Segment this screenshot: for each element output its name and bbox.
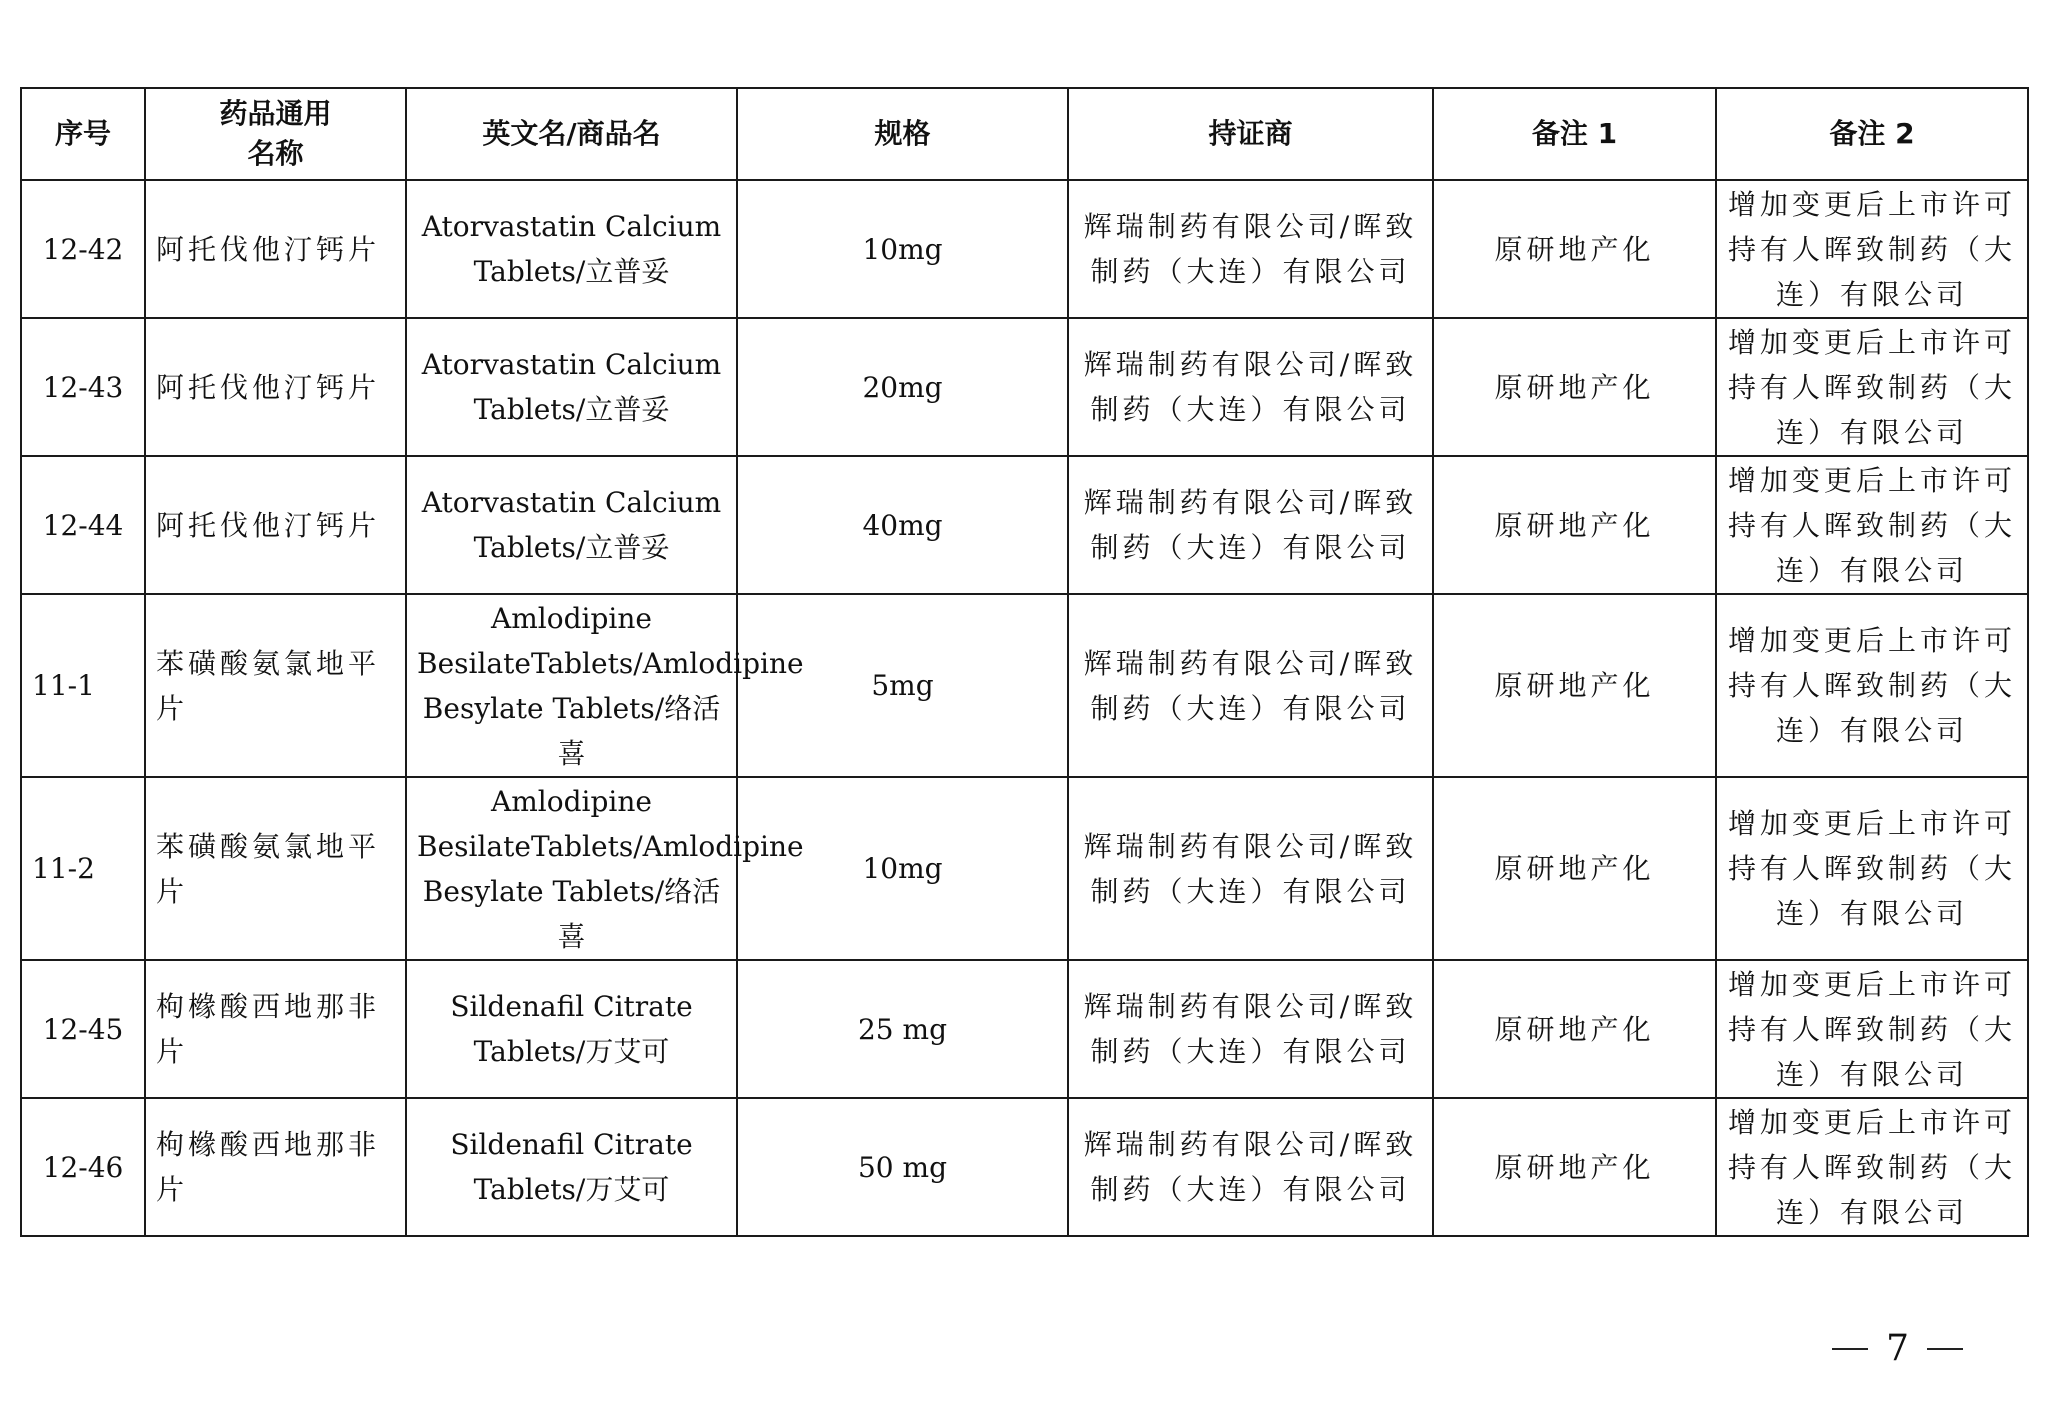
cell-seq: 11-1 (21, 594, 145, 777)
page-number: 7 (1886, 1328, 1909, 1369)
cell-note1: 原研地产化 (1433, 594, 1716, 777)
cell-spec: 5mg (737, 594, 1068, 777)
header-generic-name-line2: 名称 (247, 137, 304, 170)
cell-note2: 增加变更后上市许可持有人晖致制药（大连）有限公司 (1716, 960, 2028, 1098)
cell-holder: 辉瑞制药有限公司/晖致制药（大连）有限公司 (1068, 180, 1433, 318)
cell-english-name: Atorvastatin Calcium Tablets/立普妥 (406, 318, 737, 456)
cell-seq: 12-45 (21, 960, 145, 1098)
cell-spec: 40mg (737, 456, 1068, 594)
cell-note1: 原研地产化 (1433, 318, 1716, 456)
cell-seq: 12-42 (21, 180, 145, 318)
cell-note1: 原研地产化 (1433, 960, 1716, 1098)
cell-note2: 增加变更后上市许可持有人晖致制药（大连）有限公司 (1716, 1098, 2028, 1236)
cell-spec: 50 mg (737, 1098, 1068, 1236)
table-header-row (21, 88, 2028, 180)
cell-seq: 11-2 (21, 777, 145, 960)
cell-spec: 25 mg (737, 960, 1068, 1098)
header-spec: 规格 (737, 88, 1068, 180)
cell-english-name: Atorvastatin Calcium Tablets/立普妥 (406, 456, 737, 594)
cell-holder: 辉瑞制药有限公司/晖致制药（大连）有限公司 (1068, 594, 1433, 777)
header-generic-name (145, 88, 406, 180)
drug-list-table (20, 87, 2029, 1237)
cell-note2: 增加变更后上市许可持有人晖致制药（大连）有限公司 (1716, 777, 2028, 960)
cell-seq: 12-46 (21, 1098, 145, 1236)
cell-note2: 增加变更后上市许可持有人晖致制药（大连）有限公司 (1716, 318, 2028, 456)
cell-holder: 辉瑞制药有限公司/晖致制药（大连）有限公司 (1068, 456, 1433, 594)
header-holder: 持证商 (1068, 88, 1433, 180)
cell-note2: 增加变更后上市许可持有人晖致制药（大连）有限公司 (1716, 180, 2028, 318)
table-row (21, 1098, 2028, 1236)
cell-note1: 原研地产化 (1433, 777, 1716, 960)
table-row (21, 594, 2028, 777)
cell-generic-name: 阿托伐他汀钙片 (145, 180, 406, 318)
cell-generic-name: 苯磺酸氨氯地平片 (145, 594, 406, 777)
page-number-footer (1832, 1328, 1963, 1369)
header-seq: 序号 (21, 88, 145, 180)
cell-english-name: Sildenafil Citrate Tablets/万艾可 (406, 1098, 737, 1236)
table-row (21, 456, 2028, 594)
cell-english-name: Amlodipine BesilateTablets/Amlodipine Besylate Tablets/络活喜 (406, 594, 737, 777)
page-number-dash-left (1832, 1348, 1868, 1350)
cell-english-name: Amlodipine BesilateTablets/Amlodipine Besylate Tablets/络活喜 (406, 777, 737, 960)
cell-spec: 20mg (737, 318, 1068, 456)
table-row (21, 318, 2028, 456)
cell-holder: 辉瑞制药有限公司/晖致制药（大连）有限公司 (1068, 318, 1433, 456)
header-generic-name-line1: 药品通用 (219, 97, 332, 130)
cell-note1: 原研地产化 (1433, 456, 1716, 594)
cell-generic-name: 枸橼酸西地那非片 (145, 960, 406, 1098)
table-row (21, 180, 2028, 318)
cell-spec: 10mg (737, 777, 1068, 960)
table-row (21, 777, 2028, 960)
cell-note1: 原研地产化 (1433, 180, 1716, 318)
page-number-dash-right (1927, 1348, 1963, 1350)
header-note1: 备注 1 (1433, 88, 1716, 180)
cell-seq: 12-43 (21, 318, 145, 456)
cell-holder: 辉瑞制药有限公司/晖致制药（大连）有限公司 (1068, 777, 1433, 960)
table-row (21, 960, 2028, 1098)
cell-english-name: Atorvastatin Calcium Tablets/立普妥 (406, 180, 737, 318)
cell-generic-name: 阿托伐他汀钙片 (145, 456, 406, 594)
cell-generic-name: 阿托伐他汀钙片 (145, 318, 406, 456)
cell-spec: 10mg (737, 180, 1068, 318)
cell-holder: 辉瑞制药有限公司/晖致制药（大连）有限公司 (1068, 1098, 1433, 1236)
cell-holder: 辉瑞制药有限公司/晖致制药（大连）有限公司 (1068, 960, 1433, 1098)
cell-english-name: Sildenafil Citrate Tablets/万艾可 (406, 960, 737, 1098)
cell-note1: 原研地产化 (1433, 1098, 1716, 1236)
header-note2: 备注 2 (1716, 88, 2028, 180)
header-english-name: 英文名/商品名 (406, 88, 737, 180)
cell-seq: 12-44 (21, 456, 145, 594)
cell-generic-name: 枸橼酸西地那非片 (145, 1098, 406, 1236)
cell-generic-name: 苯磺酸氨氯地平片 (145, 777, 406, 960)
cell-note2: 增加变更后上市许可持有人晖致制药（大连）有限公司 (1716, 594, 2028, 777)
cell-note2: 增加变更后上市许可持有人晖致制药（大连）有限公司 (1716, 456, 2028, 594)
